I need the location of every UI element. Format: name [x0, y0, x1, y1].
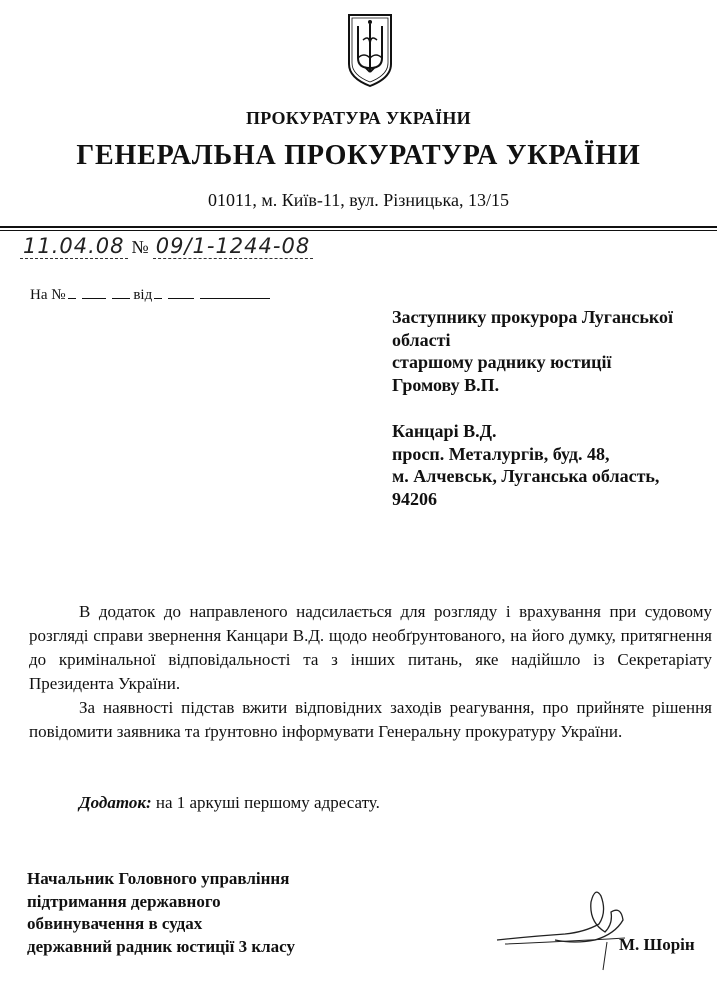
signatory-title-line: обвинувачення в судах	[27, 914, 203, 933]
recipient-line: Громову В.П.	[392, 374, 500, 395]
letter-body	[29, 600, 712, 744]
registration-number-sign: №	[131, 237, 149, 257]
annex-label: Додаток:	[79, 793, 152, 812]
signatory-title-line: Начальник Головного управління	[27, 869, 290, 888]
body-paragraph: За наявності підстав вжити відповідних заходів реагування, про прийняте рішення повідомити заявника та ґрунтовно інформувати Генеральну прокуратуру України.	[29, 698, 712, 741]
reference-number-blank	[112, 286, 130, 299]
recipient-line: Заступнику прокурора Луганської	[392, 307, 673, 327]
body-paragraph: В додаток до направленого надсилається для розгляду і врахування при судовому розгляді справи звернення Канцари В.Д. щодо необґрунтованого, на його думку, притягнення до кримінальної відповідальності та з інших питань, яке надійшло із Секретаріату Президента України.	[29, 602, 712, 693]
registration-date: 11.04.08	[20, 234, 128, 259]
recipient-line: м. Алчевськ, Луганська область,	[392, 466, 660, 486]
annex-text: на 1 аркуші першому адресату.	[155, 793, 380, 812]
registration-line	[20, 234, 313, 258]
organization-address: 01011, м. Київ-11, вул. Різницька, 13/15	[208, 190, 509, 210]
reference-date-blank	[154, 286, 162, 299]
annex-line	[79, 793, 380, 813]
header-divider-thin	[0, 230, 717, 231]
reference-vid-label: від	[133, 287, 153, 303]
recipient-primary	[392, 306, 716, 396]
reference-date-blank	[200, 286, 270, 299]
recipient-secondary	[392, 420, 716, 510]
reference-na-label: На №	[30, 287, 66, 303]
header-divider	[0, 226, 717, 228]
organization-subtitle: ГЕНЕРАЛЬНА ПРОКУРАТУРА УКРАЇНИ	[76, 140, 641, 171]
recipient-line: Канцарі В.Д.	[392, 421, 497, 441]
reference-line	[30, 286, 270, 304]
signatory-name: М. Шорін	[619, 935, 695, 954]
trident-emblem-icon	[345, 12, 395, 88]
signatory-title-line: підтримання державного	[27, 891, 221, 911]
recipient-line: області	[392, 329, 451, 350]
signatory-title	[27, 868, 295, 958]
handwritten-signature	[495, 882, 635, 972]
signatory-title-line: державний радник юстиції 3 класу	[27, 936, 296, 956]
recipient-line: просп. Металургів, буд. 48,	[392, 443, 610, 464]
registration-number: 09/1-1244-08	[153, 234, 313, 259]
reference-number-blank	[82, 286, 106, 299]
recipient-line: старшому раднику юстиції	[392, 352, 612, 372]
organization-title: ПРОКУРАТУРА УКРАЇНИ	[246, 108, 471, 128]
reference-date-blank	[168, 286, 194, 299]
recipient-line: 94206	[392, 488, 437, 509]
reference-number-blank	[68, 286, 76, 299]
